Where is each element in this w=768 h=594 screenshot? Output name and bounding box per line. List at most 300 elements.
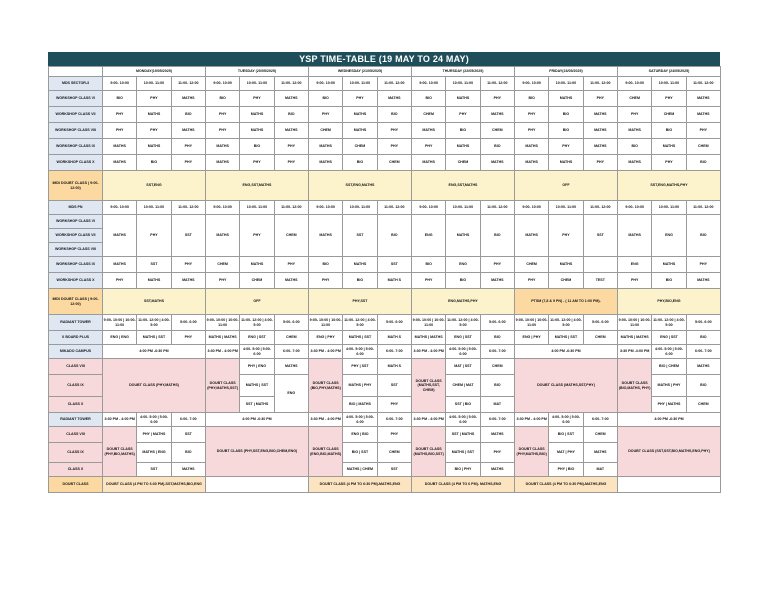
- table-cell: CHEM: [652, 107, 686, 123]
- table-cell: SST: [377, 375, 411, 397]
- table-cell: CHEM: [308, 123, 342, 139]
- table-cell: MATHS: [171, 273, 205, 289]
- table-cell: 10:00- 11:00: [343, 201, 377, 215]
- table-cell: PHY: [274, 155, 308, 171]
- table-cell: SST,MATHS: [103, 289, 206, 315]
- table-cell: SST: [377, 257, 411, 273]
- table-cell: MATHS: [480, 463, 514, 477]
- table-cell: MATHS: [103, 155, 137, 171]
- table-cell: PHY: [205, 273, 239, 289]
- table-cell: MATHS: [514, 155, 548, 171]
- table-cell: MATHS: [549, 91, 583, 107]
- table-cell: BIO: [686, 331, 720, 345]
- table-cell: BIO: [274, 107, 308, 123]
- table-cell: MATHS: [343, 123, 377, 139]
- table-cell: MATHS: [137, 273, 171, 289]
- table-cell: CHEM: [377, 155, 411, 171]
- row-label: IMDI DOUBT CLASS ( 9:00- 12:00): [49, 171, 103, 201]
- table-cell: 6:00- 7:00: [171, 413, 205, 427]
- table-cell: DOUBT CLASS (4 PM TO 6:30 PM)-MATHS,ENG: [308, 477, 411, 493]
- table-cell: MATHS: [137, 139, 171, 155]
- table-cell: PHY: [137, 215, 171, 257]
- table-cell: ENG | PHY: [308, 331, 342, 345]
- table-cell: PHY: [171, 155, 205, 171]
- table-cell: PHY: [652, 155, 686, 171]
- table-row: [49, 315, 721, 331]
- table-cell: DOUBT CLASS (MATHS,BIO,SST): [412, 427, 446, 477]
- table-cell: PHY: [446, 107, 480, 123]
- table-cell: PHY,BIO,ENG: [618, 289, 721, 315]
- table-cell: SST,ENG: [103, 171, 206, 201]
- table-cell: MATHS | SST: [137, 331, 171, 345]
- table-cell: MATHS: [583, 443, 617, 463]
- table-cell: SATURDAY (24/05/2025): [618, 67, 721, 77]
- row-label: WORKSHOP CLASS VI: [49, 215, 103, 229]
- table-cell: BIO | MATHS: [343, 397, 377, 413]
- table-cell: 4:00- 5:00 | 5:00- 6:00: [549, 413, 583, 427]
- table-cell: BIO | PHY: [446, 463, 480, 477]
- table-cell: PHY: [274, 139, 308, 155]
- table-cell: MATHS: [171, 91, 205, 107]
- timetable-sheet: [48, 52, 720, 493]
- table-cell: CHEM: [205, 257, 239, 273]
- table-cell: 5:00- 6:00: [171, 315, 205, 331]
- table-cell: MATHS: [274, 359, 308, 375]
- table-cell: 11:00- 12:00 | 4:00- 5:00: [343, 315, 377, 331]
- table-cell: MATHS | SST: [549, 331, 583, 345]
- table-cell: [205, 477, 308, 493]
- table-cell: BIO | CHEM: [652, 359, 686, 375]
- table-cell: 3:30 PM - 4:00 PM: [308, 413, 342, 427]
- table-cell: DOUBT CLASS (4 PM TO 6:30 PM)-SST,MATHS,BIO,ENG: [103, 477, 206, 493]
- table-cell: 3:30 PM - 4:00 PM: [103, 413, 137, 427]
- table-cell: MATHS: [240, 123, 274, 139]
- table-cell: MATHS: [480, 107, 514, 123]
- table-cell: 9:00- 10:00: [618, 201, 652, 215]
- table-cell: PHY: [377, 123, 411, 139]
- table-cell: 9:00- 10:00 | 10:00- 11:00: [514, 315, 548, 331]
- table-cell: 10:00- 11:00: [549, 77, 583, 91]
- table-cell: PHY: [618, 107, 652, 123]
- table-cell: PHY: [171, 331, 205, 345]
- table-cell: MATHS: [480, 155, 514, 171]
- table-cell: 9:00- 10:00: [514, 77, 548, 91]
- table-cell: CHEM: [446, 155, 480, 171]
- table-cell: 9:00- 10:00: [618, 77, 652, 91]
- table-cell: MAT: [480, 397, 514, 413]
- table-cell: 3:30 PM - 4:00 PM: [308, 345, 342, 359]
- table-cell: PHY: [514, 273, 548, 289]
- table-cell: MATHS: [377, 91, 411, 107]
- table-cell: 3:30 PM -4:00 PM: [618, 345, 652, 359]
- table-cell: 11:00- 12:00: [480, 77, 514, 91]
- table-cell: BIO: [652, 273, 686, 289]
- table-cell: 10:00- 11:00: [343, 77, 377, 91]
- table-cell: PHY: [412, 139, 446, 155]
- table-cell: BIO: [480, 139, 514, 155]
- table-cell: PHY: [171, 139, 205, 155]
- table-cell: 4:00- 5:00 | 5:00- 6:00: [137, 413, 171, 427]
- table-cell: MATHS: [274, 91, 308, 107]
- table-row: [49, 477, 721, 493]
- table-cell: CHEM: [274, 215, 308, 257]
- row-label: IMDI DOUBT CLASS ( 9:00- 12:00): [49, 289, 103, 315]
- table-cell: BIO: [480, 215, 514, 257]
- table-cell: MATHS: [343, 257, 377, 273]
- table-row: [49, 427, 721, 443]
- table-cell: 11:00- 12:00: [274, 201, 308, 215]
- table-cell: 9:00- 10:00 | 10:00- 11:00: [308, 315, 342, 331]
- timetable-grid: [48, 66, 721, 493]
- table-cell: MATHS: [549, 257, 583, 273]
- table-cell: MATHS | MATHS: [205, 331, 239, 345]
- table-cell: CHEM: [686, 139, 720, 155]
- table-cell: MATHS: [343, 107, 377, 123]
- table-cell: PHY: [240, 155, 274, 171]
- table-cell: MATHS: [240, 257, 274, 273]
- table-cell: 11:00- 12:00 | 4:00- 5:00: [137, 315, 171, 331]
- table-cell: 10:00- 11:00: [240, 201, 274, 215]
- table-cell: BIO: [240, 139, 274, 155]
- table-row: [49, 107, 721, 123]
- table-cell: CHEM | MAT: [446, 375, 480, 397]
- row-label: CLASS VIII: [49, 359, 103, 375]
- table-cell: 11:00- 12:00 | 4:00- 5:00: [652, 315, 686, 331]
- table-cell: MATHS: [652, 257, 686, 273]
- table-cell: MATHS: [652, 139, 686, 155]
- table-cell: BIO: [171, 107, 205, 123]
- table-cell: BIO: [412, 257, 446, 273]
- table-cell: DOUBT CLASS (BIO,MATHS, PHY): [618, 359, 652, 413]
- table-cell: MAT | SST: [446, 359, 480, 375]
- table-cell: 11:00- 12:00: [480, 201, 514, 215]
- table-cell: PTSM (7,8 & 9 PN) - ( 11 AM TO 1:00 PM)-: [514, 289, 617, 315]
- row-label: DOUBT CLASS: [49, 477, 103, 493]
- table-cell: PHY: [103, 107, 137, 123]
- table-row: [49, 201, 721, 215]
- table-cell: MATHS: [583, 107, 617, 123]
- table-cell: MATHS: [308, 155, 342, 171]
- table-cell: MAT | PHY: [549, 443, 583, 463]
- table-cell: PHY: [240, 91, 274, 107]
- table-cell: 5:00- 6:00: [274, 315, 308, 331]
- table-cell: MATHS | MATHS: [412, 331, 446, 345]
- table-cell: BIO: [480, 375, 514, 397]
- table-cell: SST: [343, 215, 377, 257]
- table-cell: PHY | BIO: [549, 463, 583, 477]
- table-cell: DOUBT CLASS (4 PM TO 6:30 PM)-MATHS,ENG: [514, 477, 617, 493]
- table-cell: BIO | SST: [549, 427, 583, 443]
- table-cell: PHY: [480, 91, 514, 107]
- row-label: RADIANT TOWER: [49, 315, 103, 331]
- table-cell: CHEM: [480, 123, 514, 139]
- table-cell: 10:00- 11:00: [652, 201, 686, 215]
- table-cell: PHY | MATHS: [652, 397, 686, 413]
- table-cell: SST: [171, 427, 205, 443]
- table-cell: TEST: [583, 273, 617, 289]
- row-label: CLASS X: [49, 397, 103, 413]
- table-cell: MATHS: [308, 215, 342, 257]
- table-cell: ENG,SST,MATHS: [412, 171, 515, 201]
- table-cell: 9:00- 10:00: [514, 201, 548, 215]
- table-cell: MATHS | SST: [446, 443, 480, 463]
- table-cell: 5:00- 6:00: [480, 315, 514, 331]
- table-cell: PHY,SST: [308, 289, 411, 315]
- table-cell: 11:00- 12:00: [583, 77, 617, 91]
- table-cell: PHY: [308, 107, 342, 123]
- row-label: WORKSHOP CLASS IX: [49, 139, 103, 155]
- table-cell: DOUBT CLASS (PHY,MATHS,BIO): [514, 427, 548, 477]
- table-cell: 9:00- 10:00: [412, 77, 446, 91]
- table-cell: ENG | SST: [652, 331, 686, 345]
- table-cell: CHEM: [549, 273, 583, 289]
- table-cell: MATHS: [549, 155, 583, 171]
- table-cell: SST | MATHS: [446, 427, 480, 443]
- row-label: CLASS IX: [49, 375, 103, 397]
- table-cell: MATHS: [446, 215, 480, 257]
- table-cell: DOUBT CLASS (PHY,MATHS,SST): [205, 359, 239, 413]
- table-cell: 4:00 PM -6:30 PM: [618, 413, 721, 427]
- table-cell: 11:00- 12:00: [377, 201, 411, 215]
- table-cell: 9:00- 10:00 | 10:00- 11:00: [103, 315, 137, 331]
- table-cell: MATHS: [308, 139, 342, 155]
- table-cell: MATHS | ENG: [137, 443, 171, 463]
- table-cell: CHEM: [480, 359, 514, 375]
- table-cell: [618, 477, 721, 493]
- table-cell: PHY: [514, 123, 548, 139]
- table-cell: MATH S: [377, 273, 411, 289]
- table-cell: MATHS | PHY: [343, 375, 377, 397]
- table-cell: MATHS | PHY: [652, 375, 686, 397]
- table-cell: 9:00- 10:00 | 10:00- 11:00: [205, 315, 239, 331]
- table-cell: PHY: [205, 107, 239, 123]
- row-label: WORKSHOP CLASS IX: [49, 257, 103, 273]
- row-label: WORKSHOP CLASS VIII: [49, 243, 103, 257]
- table-cell: ENG: [274, 375, 308, 413]
- table-cell: 4:00- 5:00 | 5:00- 6:00: [343, 413, 377, 427]
- table-cell: PHY: [583, 155, 617, 171]
- table-row: [49, 67, 721, 77]
- row-label: WORKSHOP CLASS VII: [49, 229, 103, 243]
- table-cell: PHY: [618, 273, 652, 289]
- table-cell: SST | MATHS: [240, 397, 274, 413]
- table-cell: BIO: [652, 123, 686, 139]
- table-cell: CHEM: [618, 91, 652, 107]
- table-cell: SST: [377, 463, 411, 477]
- table-cell: MATHS: [274, 273, 308, 289]
- table-cell: SST | BIO: [446, 397, 480, 413]
- table-cell: 9:00- 10:00: [308, 201, 342, 215]
- table-cell: 9:00- 10:00: [103, 201, 137, 215]
- table-cell: PHY | ENG: [240, 359, 274, 375]
- table-cell: 11:00- 12:00: [171, 77, 205, 91]
- row-label: WORKSHOP CLASS X: [49, 155, 103, 171]
- table-cell: 4:00- 5:00 | 5:00- 6:00: [652, 345, 686, 359]
- table-cell: BIO: [308, 257, 342, 273]
- table-cell: MATHS: [686, 359, 720, 375]
- table-cell: MATHS: [171, 123, 205, 139]
- table-cell: ENG,SST,MATHS: [205, 171, 308, 201]
- table-cell: MATHS: [583, 123, 617, 139]
- table-cell: MAT: [583, 463, 617, 477]
- table-cell: BIO: [412, 91, 446, 107]
- table-cell: PHY: [308, 273, 342, 289]
- table-cell: DOUBT CLASS (PHY,SST,ENG,BIO,CHEM,ENG): [205, 427, 308, 477]
- table-cell: MATHS: [103, 257, 137, 273]
- table-row: [49, 289, 721, 315]
- table-cell: 5:00- 6:00: [686, 315, 720, 331]
- table-cell: CHEM: [686, 397, 720, 413]
- table-cell: CHEM: [412, 107, 446, 123]
- table-cell: 10:00- 11:00: [652, 77, 686, 91]
- table-cell: 9:00- 10:00: [103, 77, 137, 91]
- table-cell: 10:00- 11:00: [446, 201, 480, 215]
- table-row: [49, 345, 721, 359]
- table-cell: MATHS | MATHS: [618, 331, 652, 345]
- table-cell: [583, 257, 617, 273]
- table-cell: BIO: [103, 91, 137, 107]
- table-cell: MATHS: [412, 123, 446, 139]
- table-cell: DOUBT CLASS (PHY,BIO,MATHS): [103, 427, 137, 477]
- table-cell: ENG,MATHS,PHY: [412, 289, 515, 315]
- table-row: [49, 91, 721, 107]
- table-cell: 3:30 PM - 4:00 PM: [412, 413, 446, 427]
- table-cell: BIO: [205, 91, 239, 107]
- table-cell: BIO: [308, 91, 342, 107]
- table-cell: BIO: [446, 123, 480, 139]
- table-cell: BIO: [514, 91, 548, 107]
- table-cell: 9:00- 10:00: [205, 77, 239, 91]
- table-cell: 4:00 PM -6:30 PM: [205, 413, 308, 427]
- row-label: WORKSHOP CLASS VIII: [49, 123, 103, 139]
- table-cell: 11:00- 12:00 | 4:00- 5:00: [240, 315, 274, 331]
- row-label: MIKADO CAMPUS: [49, 345, 103, 359]
- table-cell: 4:00 PM -6:30 PM: [514, 345, 617, 359]
- table-cell: 5:00- 6:00: [583, 315, 617, 331]
- table-cell: ENG: [652, 215, 686, 257]
- table-cell: BIO: [549, 107, 583, 123]
- table-cell: PHY: [240, 215, 274, 257]
- table-cell: BIO: [446, 273, 480, 289]
- table-cell: 10:00- 11:00: [446, 77, 480, 91]
- table-cell: PHY: [377, 139, 411, 155]
- table-row: [49, 331, 721, 345]
- table-cell: MATHS: [618, 155, 652, 171]
- table-cell: 4:00- 5:00 | 5:00- 6:00: [446, 345, 480, 359]
- table-cell: MONDAY(19/05/2025): [103, 67, 206, 77]
- table-cell: 9:00- 10:00: [308, 77, 342, 91]
- table-cell: PHY: [137, 91, 171, 107]
- table-cell: BIO: [480, 331, 514, 345]
- table-row: [49, 123, 721, 139]
- table-cell: MATHS: [514, 139, 548, 155]
- table-cell: CHEM: [377, 443, 411, 463]
- table-cell: 10:00- 11:00: [240, 77, 274, 91]
- table-cell: PHY: [686, 257, 720, 273]
- table-cell: CHEM: [240, 273, 274, 289]
- table-cell: 6:00- 7:00: [480, 413, 514, 427]
- table-cell: DOUBT CLASS (MATHS,SST,PHY): [514, 359, 617, 413]
- table-cell: DOUBT CLASS (ENG,BIO,MATHS): [308, 427, 342, 477]
- table-cell: 6:00- 7:00: [377, 413, 411, 427]
- table-cell: 4:00- 5:00 | 5:00- 6:00: [343, 345, 377, 359]
- table-cell: MATHS: [686, 273, 720, 289]
- table-cell: MATHS: [240, 107, 274, 123]
- table-cell: WEDNESDAY (21/05/2025): [308, 67, 411, 77]
- table-cell: 3:30 PM - 4:00 PM: [514, 413, 548, 427]
- table-cell: SST: [137, 257, 171, 273]
- table-cell: THURSDAY (22/05/2025): [412, 67, 515, 77]
- table-cell: 3:30 PM - 4:00 PM: [205, 345, 239, 359]
- table-cell: PHY: [412, 273, 446, 289]
- row-label: [49, 67, 103, 77]
- row-label: MDS SECTOR-3: [49, 77, 103, 91]
- table-cell: DOUBT CLASS (SST,SST,BIO,MATHS,ENG,PHY): [618, 427, 721, 477]
- table-cell: SST: [583, 215, 617, 257]
- table-cell: PHY: [137, 123, 171, 139]
- table-cell: 11:00- 12:00: [583, 201, 617, 215]
- table-cell: MATHS: [412, 155, 446, 171]
- table-row: [49, 273, 721, 289]
- table-cell: 3:30 PM - 4:00 PM: [412, 345, 446, 359]
- table-cell: 11:00- 12:00: [274, 77, 308, 91]
- table-cell: ENG | SST: [240, 331, 274, 345]
- table-cell: PHY: [171, 257, 205, 273]
- table-cell: MATHS: [480, 427, 514, 443]
- table-cell: PHY: [343, 91, 377, 107]
- table-cell: MATHS: [618, 123, 652, 139]
- table-cell: MATHS: [446, 91, 480, 107]
- row-label: MDS PN: [49, 201, 103, 215]
- table-cell: PHY: [652, 91, 686, 107]
- table-cell: MATHS: [514, 215, 548, 257]
- table-cell: 11:00- 12:00: [171, 201, 205, 215]
- table-cell: MATHS: [686, 91, 720, 107]
- table-cell: SST,ENG,MATHS: [308, 171, 411, 201]
- table-cell: DOUBT CLASS (MATHS,SST, CHEM): [412, 359, 446, 413]
- table-cell: PHY: [549, 139, 583, 155]
- table-row: [49, 215, 721, 229]
- table-cell: BIO: [343, 273, 377, 289]
- table-cell: DOUBT CLASS (BIO,PHY,MATHS): [308, 359, 342, 413]
- table-cell: 11:00- 12:00: [686, 77, 720, 91]
- table-cell: 4:00- 5:00 | 5:00- 6:00: [240, 345, 274, 359]
- table-cell: 10:00- 11:00: [137, 77, 171, 91]
- table-cell: CHEM: [583, 427, 617, 443]
- table-cell: MATHS | SST: [343, 331, 377, 345]
- table-cell: MATHS | CHEM: [343, 463, 377, 477]
- table-cell: FRIDAY(23/05/2025): [514, 67, 617, 77]
- table-cell: PHY: [103, 273, 137, 289]
- table-row: [49, 171, 721, 201]
- table-cell: PHY: [549, 215, 583, 257]
- table-cell: CHEM: [274, 331, 308, 345]
- table-cell: 9:00- 10:00: [205, 201, 239, 215]
- table-cell: MATHS: [686, 107, 720, 123]
- table-cell: BIO | SST: [343, 443, 377, 463]
- table-cell: MATHS: [618, 215, 652, 257]
- table-row: [49, 413, 721, 427]
- table-cell: DOUBT CLASS (4 PM TO 6 PM)- MATHS,ENG: [412, 477, 515, 493]
- table-cell: SST: [137, 463, 171, 477]
- table-cell: 6:00- 7:00: [583, 413, 617, 427]
- table-cell: 11:00- 12:00 | 4:00- 5:00: [549, 315, 583, 331]
- row-label: WORKSHOP CLASS VII: [49, 107, 103, 123]
- table-cell: 4:00- 5:00 | 5:00- 6:00: [446, 413, 480, 427]
- table-row: [49, 359, 721, 375]
- table-cell: 6:00- 7:00: [480, 345, 514, 359]
- table-cell: 10:00- 11:00: [137, 201, 171, 215]
